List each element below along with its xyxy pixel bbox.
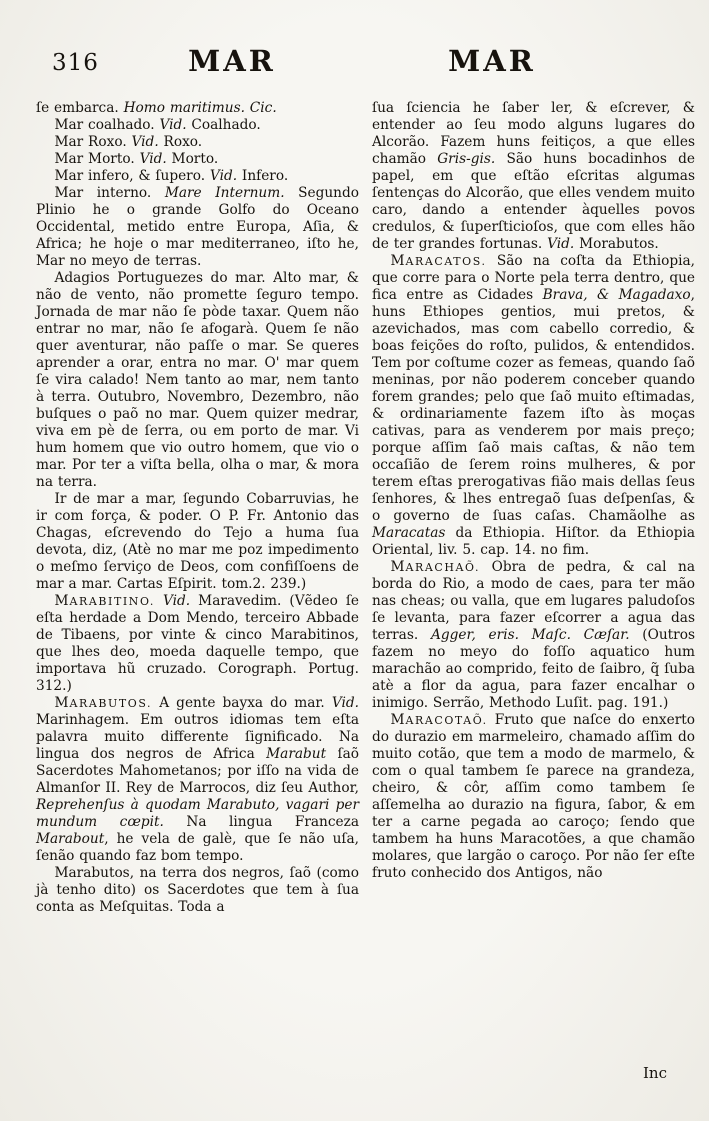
entry-headword: M: [54, 695, 70, 711]
text-segment: ſe embarca.: [36, 100, 124, 116]
text-segment: ſua ſciencia he ſaber ler, & eſcrever, & entender ao ſeu modo alguns lugares do Alcorão. Fazem huns feitiços, a que elles chamão: [372, 100, 695, 167]
text-segment: Infero.: [237, 168, 289, 184]
paragraph: [36, 695, 359, 865]
text-segment: A gente bayxa do mar.: [152, 695, 332, 711]
entry-headword: ARACHAÕ.: [405, 561, 481, 574]
column-right: [372, 100, 695, 916]
running-head-left: MAR: [188, 44, 276, 78]
paragraph: [36, 117, 359, 134]
text-segment: Vid.: [547, 236, 575, 252]
paragraph: [36, 865, 359, 916]
text-segment: Mar infero, & ſupero.: [54, 168, 210, 184]
paragraph: [36, 134, 359, 151]
text-segment: Mar Morto.: [54, 151, 140, 167]
text-segment: Obra de pedra, & cal na borda do Rio, a modo de caes, para ter mão nas cheas; ou valla, que em lugares paludoſos ſe levanta, para fazer eſcorrer a agua das terras.: [372, 559, 695, 643]
text-segment: Roxo.: [158, 134, 203, 150]
text-segment: Mar coalhado.: [54, 117, 160, 133]
paragraph: [36, 100, 359, 117]
paragraph: [36, 491, 359, 593]
running-head-right: MAR: [448, 44, 536, 78]
text-segment: Marabout: [36, 831, 105, 847]
text-segment: ſaõ Sacerdotes Mahometanos; por iſſo na vida de Almanſor II. Rey de Marrocos, diz ſeu Author,: [36, 746, 359, 796]
text-segment: Brava, & Magadaxo: [542, 287, 691, 303]
text-segment: Vid.: [139, 151, 167, 167]
text-segment: Gris-gis.: [437, 151, 496, 167]
text-segment: Ir de mar a mar, ſegundo Cobarruvias, he ir com força, & poder. O P. Fr. Antonio das Chagas, eſcrevendo do Tejo a huma ſua devota, diz, (Atè no mar me poz impedimento o meſmo ſerviço de Deos, com confiſſoens de mar a mar. Cartas Eſpirit. tom.2. 239.): [36, 491, 359, 592]
text-segment: Morabutos.: [574, 236, 659, 252]
entry-headword: ARACOTAÕ.: [405, 714, 488, 727]
text-segment: Maracatas: [372, 525, 446, 541]
paragraph: [36, 270, 359, 491]
text-segment: da Ethiopia. Hiſtor. da Ethiopia Oriental, liv. 5. cap. 14. no fim.: [372, 525, 695, 558]
text-segment: São na coſta da Ethiopia, que corre para o Norte pela terra dentro, que fica entre as Cidades: [372, 253, 695, 303]
text-segment: Agger, eris. Maſc. Cæſar.: [430, 627, 630, 643]
text-segment: Vid.: [331, 695, 359, 711]
text-segment: São huns bocadinhos de papel, em que eſtão eſcritas algumas ſentenças do Alcorão, que elles vendem muito caro, dando a entender àquelles povos credulos, & ſuperſticioſos, que com elles hão de ter grandes fortunas.: [372, 151, 695, 252]
text-segment: Reprehenſus à quodam Marabuto, vagari per mundum cœpit.: [36, 797, 359, 830]
text-segment: Mar interno.: [54, 185, 165, 201]
paragraph: [372, 100, 695, 253]
paragraph: [36, 593, 359, 695]
text-segment: Morto.: [166, 151, 219, 167]
paragraph: [372, 712, 695, 882]
text-columns: [36, 100, 695, 916]
entry-headword: M: [390, 559, 406, 575]
text-segment: (Outros fazem no meyo do foſſo aquatico hum marachão ao comprido, feito de ſaibro, q̃ ſuba atè a flor da agua, para fazer encalhar o inimigo. Serrão, Methodo Luſit. pag. 191.): [372, 627, 695, 711]
entry-headword: M: [54, 593, 70, 609]
text-segment: Vid.: [209, 168, 238, 184]
text-segment: Vid.: [154, 593, 191, 609]
entry-headword: ARABITINO.: [69, 595, 155, 608]
paragraph: [36, 168, 359, 185]
catchword: Inc: [643, 1064, 667, 1082]
text-segment: Marabut: [266, 746, 327, 762]
entry-headword: ARACATOS.: [405, 255, 487, 268]
paragraph: [36, 151, 359, 168]
text-segment: , he vela de galè, que ſe não uſa, ſenão quando faz bom tempo.: [36, 831, 359, 864]
paragraph: [372, 253, 695, 559]
page-number: 316: [52, 50, 99, 76]
paragraph: [372, 559, 695, 712]
text-segment: Segundo Plinio he o grande Golfo do Oceano Occidental, metido entre Europa, Aſia, & Africa; he hoje o mar mediterraneo, iſto he, Mar no meyo de terras.: [36, 185, 359, 269]
text-segment: Vid.: [159, 117, 187, 133]
text-segment: Mar Roxo.: [54, 134, 132, 150]
paragraph: [36, 185, 359, 270]
text-segment: Marabutos, na terra dos negros, ſaõ (como jà tenho dito) os Sacerdotes que tem à ſua conta as Meſquitas. Toda a: [36, 865, 359, 915]
column-left: [36, 100, 359, 916]
text-segment: Na lingua Franceza: [163, 814, 359, 830]
text-segment: Fruto que naſce do enxerto do durazio em marmeleiro, chamado aſſim do muito cotão, que tem a modo de marmelo, & com o qual tambem ſe parece na grandeza, cheiro, & côr, aſſim como tambem ſe aſſemelha ao durazio na figura, ſabor, & em ter a carne pegada ao caroço; ſendo que tambem ha huns Maracotões, a que chamão molares, que largão o caroço. Por não ſer eſte fruto conhecido dos Antigos, não: [372, 712, 695, 881]
entry-headword: M: [390, 712, 406, 728]
text-segment: Marinhagem. Em outros idiomas tem eſta palavra muito differente ſignificado. Na lingua dos negros de Africa: [36, 712, 359, 762]
text-segment: Maravedim. (Vẽdeo ſe eſta herdade a Dom Mendo, terceiro Abbade de Tibaens, por vinte & cinco Marabitinos, que lhes deo, moeda daquelle tempo, que importava hũ cruzado. Corograph. Portug. 312.): [36, 593, 359, 694]
entry-headword: ARABUTOS.: [69, 697, 153, 710]
text-segment: Homo maritimus. Cic.: [123, 100, 277, 116]
text-segment: Mare Internum.: [164, 185, 285, 201]
text-segment: Adagios Portuguezes do mar. Alto mar, & não de vento, não promette ſeguro tempo. Jornada de mar não ſe pòde taxar. Quem não entrar no mar, não ſe afogarà. Quem ſe não quer aventurar, não paſſe o mar. Se queres aprender a orar, entra no mar. O' mar quem ſe vira calado! Nem tanto ao mar, nem tanto à terra. Outubro, Novembro, Dezembro, não buſques o paõ no mar. Quem quizer medrar, viva em pè de ſerra, ou em porto de mar. Vi hum homem que vio outro homem, que vio o mar. Por ter a viſta bella, olha o mar, & mora na terra.: [36, 270, 359, 490]
text-segment: , huns Ethiopes gentios, mui pretos, & azevichados, mas com cabello corredio, & boas feições do roſto, pulidos, & entendidos. Tem por coſtume cozer as femeas, quando ſaõ meninas, por não poderem conceber quando forem grandes; pelo que ſaõ muito eſtimadas, & ordinariamente fazem iſto às moças cativas, para as venderem por mais preço; porque aſſim ſaõ mais caſtas, & não tem occaſião de ſerem roins mulheres, & por terem eſtas prerogativas fião mais dellas ſeus ſenhores, & lhes entregaõ ſuas deſpenſas, & o governo de ſuas caſas. Chamãolhe as: [372, 287, 696, 524]
text-segment: Vid.: [131, 134, 159, 150]
entry-headword: M: [390, 253, 406, 269]
text-segment: Coalhado.: [186, 117, 261, 133]
